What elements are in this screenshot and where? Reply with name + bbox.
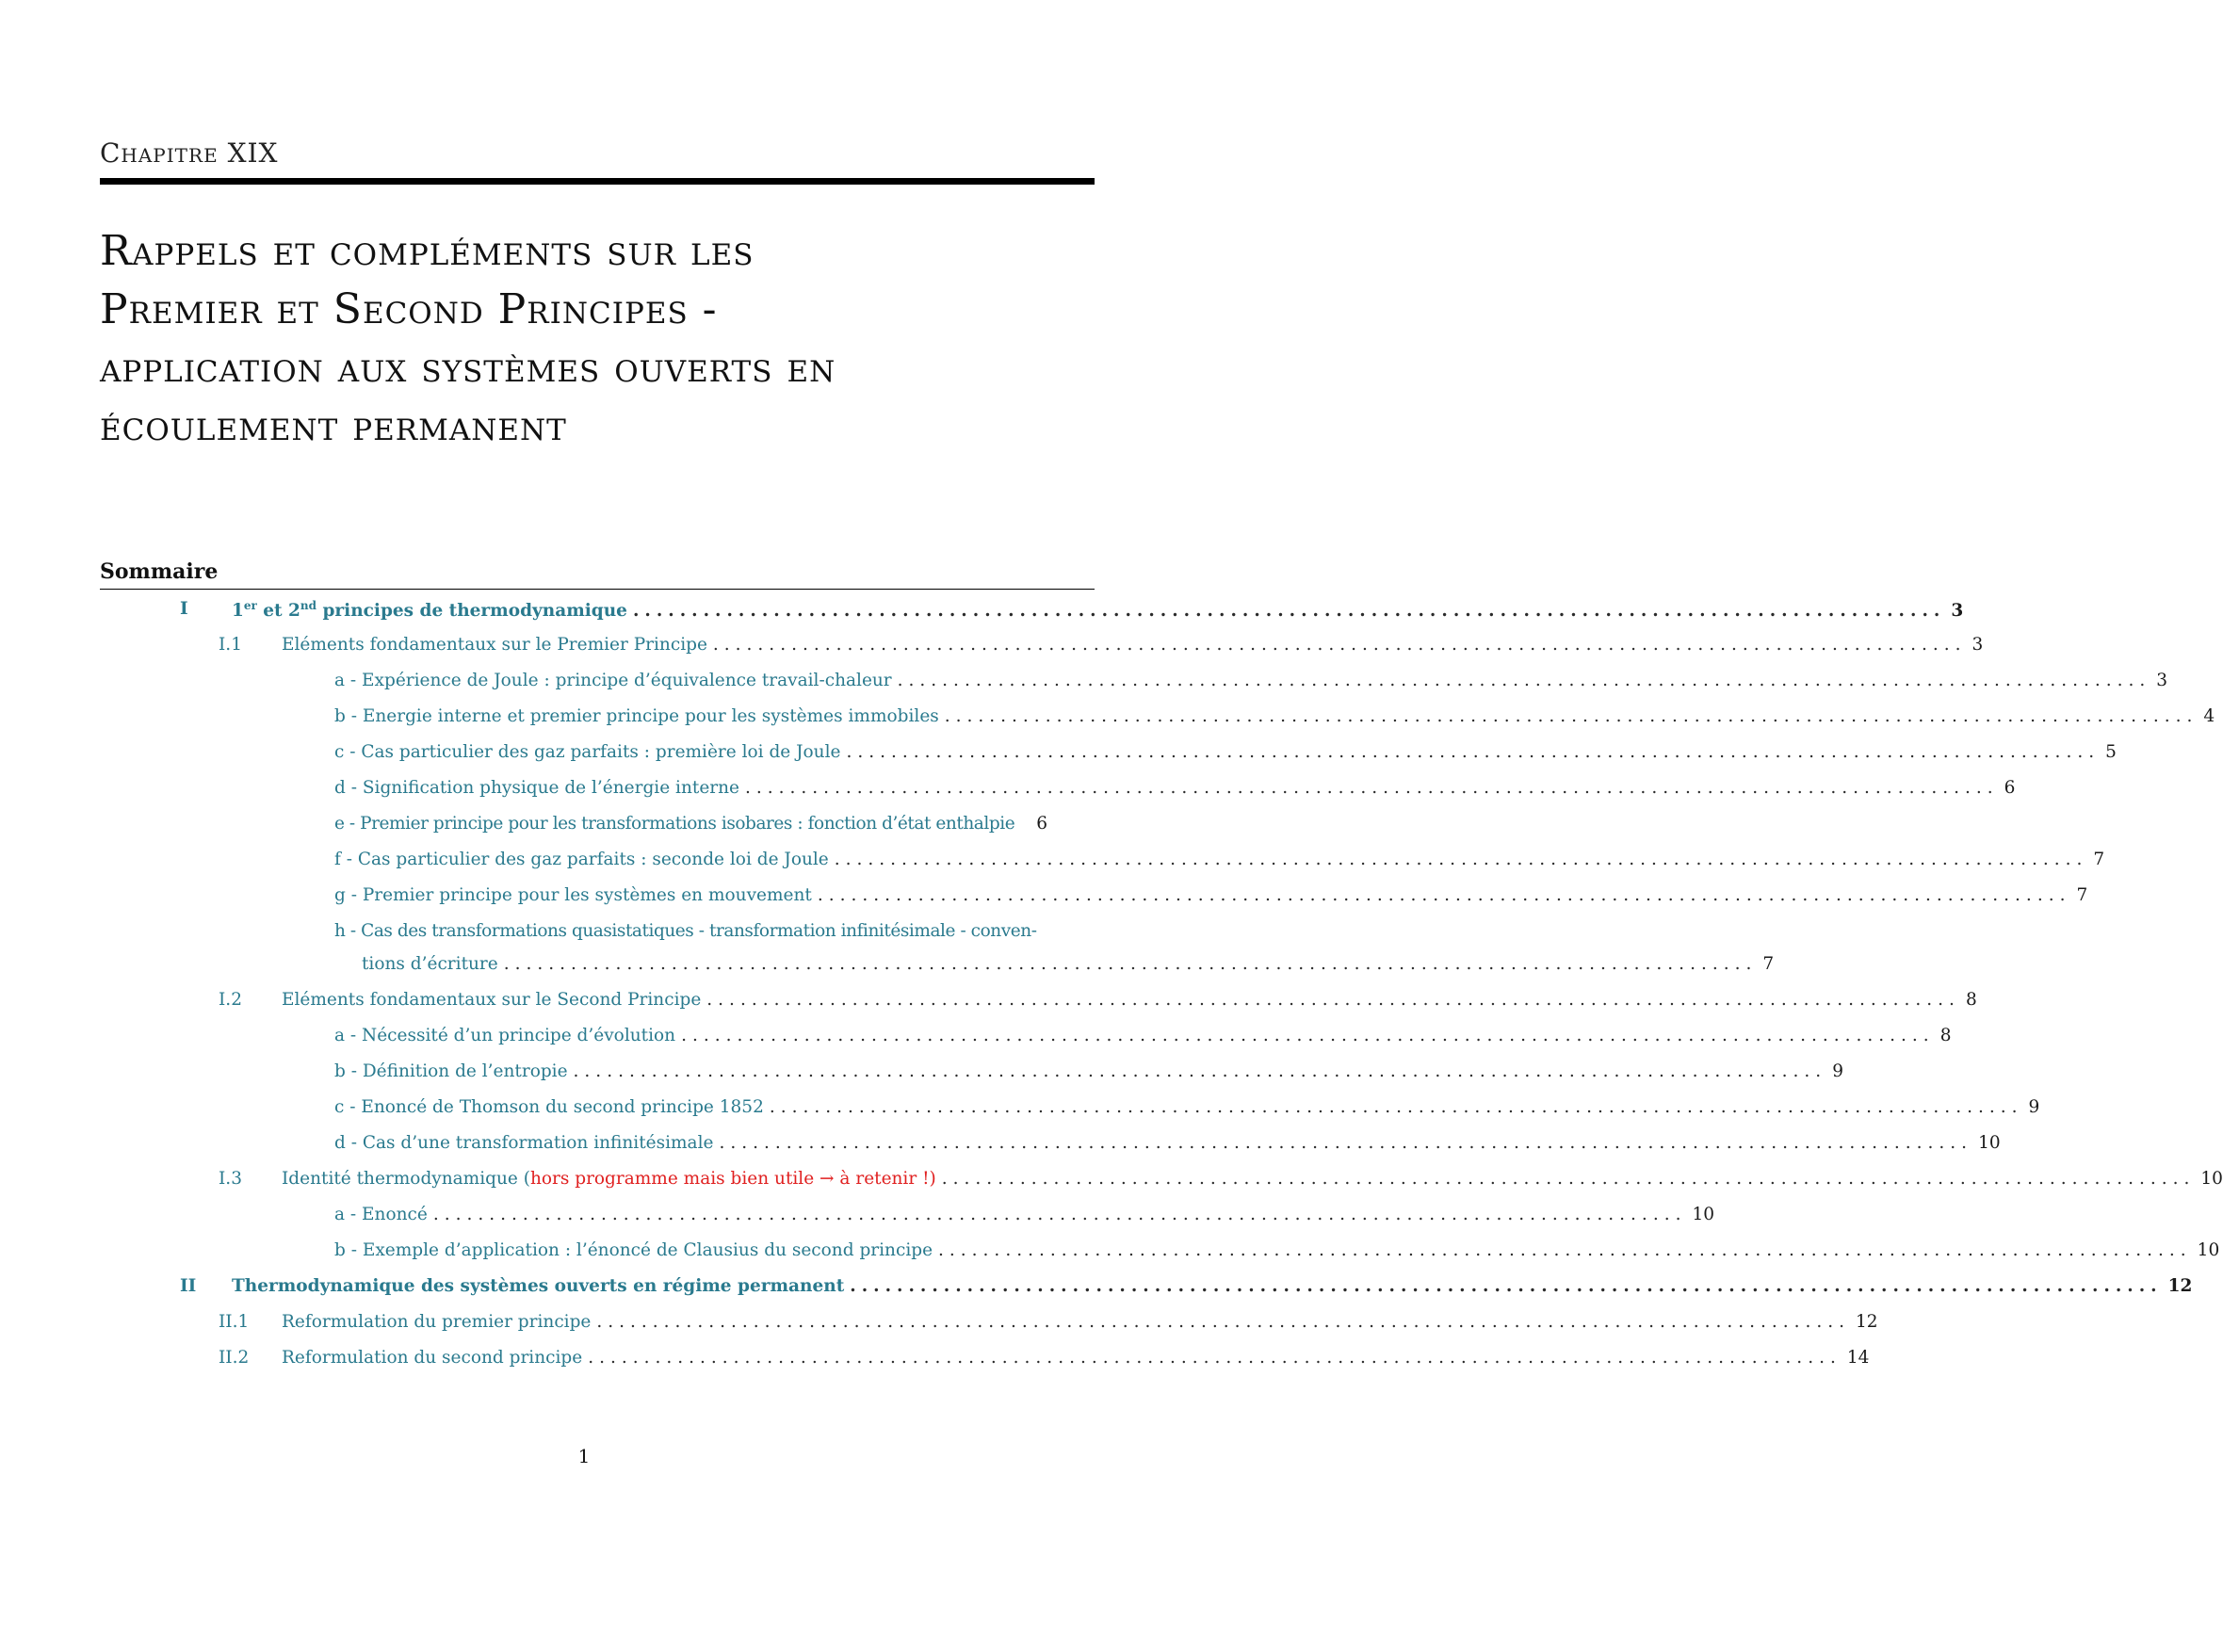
toc-sub-1-1-f-page: 7 xyxy=(2093,850,2105,869)
toc-sub-1-2-d[interactable] xyxy=(334,1133,2001,1153)
toc-sub-1-1-e-page: 6 xyxy=(1036,814,1047,834)
toc-leader-dots: ................................................................................................................ xyxy=(632,601,1946,622)
toc-leader-dots: ................................................................................................................ xyxy=(846,742,2101,762)
toc-sub-1-2-d-page: 10 xyxy=(1978,1133,2001,1153)
toc-leader-dots: ................................................................................................................ xyxy=(944,706,2199,726)
toc-leader-dots: ................................................................................................................ xyxy=(817,885,2071,905)
toc-section-1-2-number: I.2 xyxy=(219,990,242,1010)
toc-section-2-2-title: Reformulation du second principe xyxy=(282,1348,583,1368)
toc-sub-1-2-a[interactable] xyxy=(334,1026,1952,1045)
toc-section-1-3[interactable] xyxy=(282,1169,2223,1189)
toc-sub-1-1-a[interactable] xyxy=(334,671,2168,690)
toc-sub-1-1-h-page: 7 xyxy=(1762,954,1775,974)
page-number: 1 xyxy=(577,1445,591,1467)
toc-sub-1-2-d-title: d - Cas d’une transformation infinitésimale xyxy=(334,1133,714,1153)
toc-leader-dots: ................................................................................................................ xyxy=(719,1133,1973,1153)
toc-leader-dots: ................................................................................................................ xyxy=(834,850,2088,869)
toc-part-1-title: 1er et 2nd principes de thermodynamique xyxy=(232,599,627,622)
chapter-title xyxy=(100,222,1098,456)
toc-section-2-2[interactable] xyxy=(282,1348,1870,1368)
toc-section-1-1-page: 3 xyxy=(1971,635,1984,655)
toc-sub-1-3-a-title: a - Enoncé xyxy=(334,1205,428,1224)
toc-leader-dots: ................................................................................................................ xyxy=(503,954,1758,974)
toc-section-2-1-title: Reformulation du premier principe xyxy=(282,1312,592,1332)
toc-leader-dots: ................................................................................................................ xyxy=(712,635,1967,655)
toc-sub-1-3-a[interactable] xyxy=(334,1205,1715,1224)
toc-sub-1-2-c[interactable] xyxy=(334,1097,2040,1117)
toc-sub-1-3-b[interactable] xyxy=(334,1240,2220,1260)
toc-sub-1-1-g-title: g - Premier principe pour les systèmes en mouvement xyxy=(334,885,812,905)
toc-sub-1-1-d-title: d - Signification physique de l’énergie interne xyxy=(334,778,739,798)
toc-section-1-3-note: hors programme mais bien utile → à retenir !) xyxy=(529,1169,936,1189)
toc-sub-1-2-b-title: b - Définition de l’entropie xyxy=(334,1061,568,1081)
toc-leader-dots: ................................................................................................................ xyxy=(573,1061,1827,1081)
toc-sub-1-2-c-title: c - Enoncé de Thomson du second principe 1852 xyxy=(334,1097,764,1117)
toc-sub-1-1-a-title: a - Expérience de Joule : principe d’équivalence travail-chaleur xyxy=(334,671,892,690)
toc-section-1-3-number: I.3 xyxy=(219,1169,242,1189)
toc-leader-dots: ................................................................................................................ xyxy=(706,990,1960,1010)
toc-sub-1-1-b[interactable] xyxy=(334,706,2215,726)
toc-sub-1-1-f-title: f - Cas particulier des gaz parfaits : seconde loi de Joule xyxy=(334,850,829,869)
toc-sub-1-1-a-page: 3 xyxy=(2156,671,2168,690)
toc-leader-dots: ................................................................................................................ xyxy=(432,1205,1687,1224)
toc-sub-1-1-c-page: 5 xyxy=(2105,742,2117,762)
toc-sub-1-2-a-page: 8 xyxy=(1939,1026,1952,1045)
toc-sub-1-1-c-title: c - Cas particulier des gaz parfaits : première loi de Joule xyxy=(334,742,841,762)
toc-section-1-3-title: Identité thermodynamique (hors programme mais bien utile → à retenir !) xyxy=(282,1169,936,1189)
toc-sub-1-1-d-page: 6 xyxy=(2004,778,2016,798)
toc-section-1-1[interactable] xyxy=(282,635,1984,655)
toc-part-2[interactable] xyxy=(232,1276,2193,1296)
toc-leader-dots: ................................................................................................................ xyxy=(941,1169,2196,1189)
toc-sub-1-1-h[interactable] xyxy=(362,954,1775,974)
toc-leader-dots: ................................................................................................................ xyxy=(588,1348,1842,1368)
toc-sub-1-1-g-page: 7 xyxy=(2076,885,2088,905)
sommaire-heading: Sommaire xyxy=(100,559,219,584)
toc-leader-dots: ................................................................................................................ xyxy=(769,1097,2023,1117)
toc-leader-dots: ................................................................................................................ xyxy=(850,1276,2163,1296)
toc-sub-1-1-b-page: 4 xyxy=(2203,706,2215,726)
toc-part-1[interactable] xyxy=(232,599,1964,622)
toc-sub-1-1-e[interactable] xyxy=(334,814,1047,834)
toc-part-1-page: 3 xyxy=(1951,601,1964,622)
toc-leader-dots: ................................................................................................................ xyxy=(596,1312,1851,1332)
toc-section-1-3-page: 10 xyxy=(2200,1169,2223,1189)
title-line-3: application aux systèmes ouverts en xyxy=(100,344,836,392)
toc-sub-1-1-d[interactable] xyxy=(334,778,2016,798)
toc-section-1-1-number: I.1 xyxy=(219,635,242,655)
toc-sub-1-1-h-title: tions d’écriture xyxy=(362,954,498,974)
toc-sub-1-1-g[interactable] xyxy=(334,885,2088,905)
toc-sub-1-1-h-line1[interactable]: h - Cas des transformations quasistatiques - transformation infinitésimale - conven- xyxy=(334,921,1037,941)
toc-leader-dots: ................................................................................................................ xyxy=(938,1240,2192,1260)
toc-section-2-2-number: II.2 xyxy=(219,1348,250,1368)
chapter-label: Chapitre XIX xyxy=(100,138,279,169)
toc-sub-1-2-c-page: 9 xyxy=(2028,1097,2040,1117)
toc-section-1-2[interactable] xyxy=(282,990,1977,1010)
title-line-4: écoulement permanent xyxy=(100,402,567,450)
toc-section-2-1-number: II.1 xyxy=(219,1312,250,1332)
toc-section-2-2-page: 14 xyxy=(1846,1348,1870,1368)
title-line-1: Rappels et compléments sur les xyxy=(100,227,755,275)
toc-leader-dots: ................................................................................................................ xyxy=(744,778,1999,798)
toc-sub-1-1-b-title: b - Energie interne et premier principe pour les systèmes immobiles xyxy=(334,706,939,726)
toc-section-2-1[interactable] xyxy=(282,1312,1878,1332)
toc-sub-1-3-a-page: 10 xyxy=(1692,1205,1715,1224)
chapter-rule xyxy=(100,178,1095,185)
toc-part-1-number: I xyxy=(180,599,188,619)
title-line-2: Premier et Second Principes - xyxy=(100,285,718,333)
toc-section-2-1-page: 12 xyxy=(1856,1312,1878,1332)
toc-sub-1-1-c[interactable] xyxy=(334,742,2117,762)
toc-part-2-number: II xyxy=(180,1276,197,1296)
toc-leader-dots: ................................................................................................................ xyxy=(897,671,2151,690)
toc-section-1-1-title: Eléments fondamentaux sur le Premier Principe xyxy=(282,635,707,655)
toc-sub-1-1-f[interactable] xyxy=(334,850,2105,869)
toc-section-1-2-title: Eléments fondamentaux sur le Second Principe xyxy=(282,990,702,1010)
toc-part-2-title: Thermodynamique des systèmes ouverts en régime permanent xyxy=(232,1276,845,1296)
toc-leader-dots: ................................................................................................................ xyxy=(681,1026,1935,1045)
toc-sub-1-2-b-page: 9 xyxy=(1832,1061,1843,1081)
sommaire-rule xyxy=(100,589,1095,590)
toc-section-1-2-page: 8 xyxy=(1965,990,1977,1010)
toc-sub-1-3-b-page: 10 xyxy=(2197,1240,2220,1260)
toc-sub-1-3-b-title: b - Exemple d’application : l’énoncé de Clausius du second principe xyxy=(334,1240,933,1260)
toc-sub-1-2-b[interactable] xyxy=(334,1061,1843,1081)
toc-sub-1-1-e-title: e - Premier principe pour les transformations isobares : fonction d’état enthalpie xyxy=(334,814,1015,834)
toc-sub-1-2-a-title: a - Nécessité d’un principe d’évolution xyxy=(334,1026,676,1045)
toc-part-2-page: 12 xyxy=(2167,1276,2193,1296)
